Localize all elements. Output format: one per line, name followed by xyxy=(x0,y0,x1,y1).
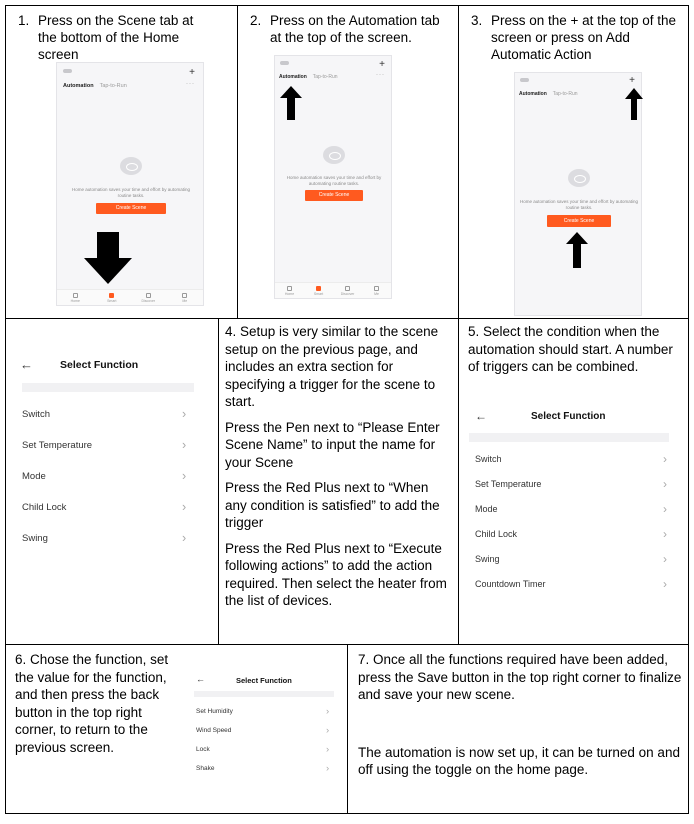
step3-cell xyxy=(458,5,689,319)
function-item-label[interactable]: Set Temperature xyxy=(22,440,93,451)
tab-tap-to-run[interactable]: Tap-to-Run xyxy=(552,91,578,97)
step1-cell xyxy=(5,5,238,319)
chevron-right-icon: › xyxy=(182,407,187,421)
create-scene-button[interactable]: Create Scene xyxy=(305,190,363,201)
create-scene-button[interactable]: Create Scene xyxy=(547,215,611,227)
tab-tap-to-run[interactable]: Tap-to-Run xyxy=(99,83,127,89)
scene-icon xyxy=(109,293,114,298)
function-item-label[interactable]: Countdown Timer xyxy=(475,579,546,589)
chevron-right-icon: › xyxy=(663,577,667,591)
function-item-label[interactable]: Child Lock xyxy=(22,502,67,513)
step4-text xyxy=(225,323,451,610)
function-item-label[interactable]: Swing xyxy=(22,533,48,544)
step7-paragraph-2: The automation is now set up, it can be turned on and off using the toggle on the home page. xyxy=(358,744,680,777)
chevron-right-icon: › xyxy=(326,706,330,717)
function-item-label[interactable]: Swing xyxy=(475,554,500,564)
nav-smart[interactable] xyxy=(312,286,326,296)
separator-band xyxy=(194,691,334,697)
function-item-label[interactable]: Shake xyxy=(196,765,215,772)
step4-image-cell xyxy=(5,318,219,645)
home-icon xyxy=(287,286,292,291)
tab-tap-to-run[interactable]: Tap-to-Run xyxy=(312,74,338,80)
up-arrow-to-button-icon xyxy=(566,232,588,268)
nav-discover[interactable] xyxy=(141,293,155,303)
more-dots-icon[interactable]: ··· xyxy=(376,72,385,78)
function-item-label[interactable]: Child Lock xyxy=(475,529,518,539)
add-plus-icon[interactable]: + xyxy=(629,75,635,86)
chevron-right-icon: › xyxy=(182,531,187,545)
status-indicator xyxy=(280,61,289,65)
select-function-title: Select Function xyxy=(236,676,292,685)
nav-discover-label: Discover xyxy=(141,298,156,303)
phone-tabs xyxy=(279,74,338,80)
step1-body: Press on the Scene tab at the bottom of the Home screen xyxy=(38,13,194,62)
status-indicator xyxy=(63,69,72,73)
nav-discover-label: Discover xyxy=(340,291,355,296)
step4-text-cell xyxy=(218,318,459,645)
step2-body: Press on the Automation tab at the top of the screen. xyxy=(270,13,440,45)
step6-select-function-screenshot xyxy=(192,671,337,799)
step7-paragraph-1: 7. Once all the functions required have been added, press the Save button in the top right corner to finalize and save your new scene. xyxy=(358,652,682,702)
step5-body: 5. Select the condition when the automation should start. A number of triggers can be combined. xyxy=(468,324,673,374)
discover-icon xyxy=(345,286,350,291)
step3-number: 3. xyxy=(471,13,483,28)
chevron-right-icon: › xyxy=(663,452,667,466)
empty-state-illustration-icon xyxy=(568,169,590,187)
nav-me[interactable] xyxy=(178,293,192,303)
step5-text xyxy=(468,323,682,376)
back-arrow-icon[interactable]: ← xyxy=(20,357,33,372)
chevron-right-icon: › xyxy=(663,527,667,541)
create-scene-button[interactable]: Create Scene xyxy=(96,203,166,214)
function-item-label[interactable]: Lock xyxy=(196,746,210,753)
function-item-label[interactable]: Mode xyxy=(22,471,46,482)
chevron-right-icon: › xyxy=(182,438,187,452)
bottom-nav xyxy=(57,289,203,305)
select-function-title: Select Function xyxy=(60,359,139,371)
step7-text xyxy=(358,651,683,779)
step3-phone-screenshot xyxy=(514,72,642,316)
nav-discover[interactable] xyxy=(341,286,355,296)
tab-automation[interactable]: Automation xyxy=(519,91,547,97)
empty-state-illustration-icon xyxy=(323,146,345,164)
tab-automation[interactable]: Automation xyxy=(279,74,307,80)
add-plus-icon[interactable]: + xyxy=(379,59,385,70)
nav-home[interactable] xyxy=(68,293,82,303)
more-dots-icon[interactable]: ··· xyxy=(186,81,195,87)
nav-home[interactable] xyxy=(283,286,297,296)
up-arrow-icon xyxy=(280,86,302,120)
step6-cell xyxy=(5,644,348,814)
empty-state-description: Home automation saves your time and effort by automating routine tasks. xyxy=(286,175,382,186)
step4-paragraph-4: Press the Red Plus next to “Execute following actions” to add the action required. Then select the heater from the list of devices. xyxy=(225,540,447,608)
back-arrow-icon[interactable]: ← xyxy=(475,409,487,423)
separator-band xyxy=(22,383,194,392)
nav-home-label: Home xyxy=(284,291,295,296)
nav-me-label: Me xyxy=(182,298,188,303)
empty-state-illustration-icon xyxy=(120,157,142,175)
phone-tabs xyxy=(63,83,127,89)
step6-text xyxy=(15,651,177,756)
scene-icon xyxy=(316,286,321,291)
step4-paragraph-3: Press the Red Plus next to “When any condition is satisfied” to add the trigger xyxy=(225,480,440,530)
profile-icon xyxy=(182,293,187,298)
profile-icon xyxy=(374,286,379,291)
select-function-title: Select Function xyxy=(531,411,606,422)
function-item-label[interactable]: Switch xyxy=(22,409,50,420)
discover-icon xyxy=(146,293,151,298)
step4-paragraph-1: 4. Setup is very similar to the scene setup on the previous page, and includes an extra section for specifying a trigger for the scene to start. xyxy=(225,324,439,409)
step6-body: 6. Chose the function, set the value for the function, and then press the back button in the top right corner, to return to the previous screen. xyxy=(15,652,169,755)
nav-smart-label: Smart xyxy=(313,291,324,296)
empty-state-description: Home automation saves your time and effort by automating routine tasks. xyxy=(72,187,190,198)
step5-select-function-screenshot xyxy=(469,405,677,595)
chevron-right-icon: › xyxy=(326,763,330,774)
bottom-nav xyxy=(275,282,391,298)
step2-number: 2. xyxy=(250,13,262,28)
step4-paragraph-2: Press the Pen next to “Please Enter Scene Name” to input the name for your Scene xyxy=(225,419,440,470)
separator-band xyxy=(469,433,669,442)
function-item-label[interactable]: Switch xyxy=(475,454,502,464)
step7-cell xyxy=(347,644,689,814)
back-arrow-icon[interactable]: ← xyxy=(196,674,205,684)
step3-body: Press on the + at the top of the screen or press on Add Automatic Action xyxy=(491,13,676,62)
up-arrow-to-plus-icon xyxy=(625,88,643,120)
function-item-label[interactable]: Set Humidity xyxy=(196,708,233,715)
nav-smart[interactable] xyxy=(105,293,119,303)
nav-home-label: Home xyxy=(70,298,80,303)
chevron-right-icon: › xyxy=(326,725,330,736)
chevron-right-icon: › xyxy=(663,552,667,566)
status-indicator xyxy=(520,78,529,82)
chevron-right-icon: › xyxy=(182,469,187,483)
chevron-right-icon: › xyxy=(663,477,667,491)
tab-automation[interactable]: Automation xyxy=(63,83,94,89)
step5-cell xyxy=(458,318,689,645)
chevron-right-icon: › xyxy=(182,500,187,514)
nav-me[interactable] xyxy=(370,286,384,296)
down-arrow-icon xyxy=(83,232,133,284)
step1-number: 1. xyxy=(18,13,30,28)
home-icon xyxy=(73,293,78,298)
nav-me-label: Me xyxy=(374,291,379,296)
step4-select-function-screenshot xyxy=(18,347,196,577)
add-plus-icon[interactable]: + xyxy=(189,67,195,78)
nav-smart-label: Smart xyxy=(107,298,117,303)
step2-cell xyxy=(237,5,459,319)
chevron-right-icon: › xyxy=(663,502,667,516)
empty-state-description: Home automation saves your time and effort by automating routine tasks. xyxy=(520,199,638,210)
function-item-label[interactable]: Set Temperature xyxy=(475,479,542,489)
function-item-label[interactable]: Mode xyxy=(475,504,498,514)
phone-tabs xyxy=(519,91,578,97)
function-item-label[interactable]: Wind Speed xyxy=(196,727,232,734)
chevron-right-icon: › xyxy=(326,744,330,755)
